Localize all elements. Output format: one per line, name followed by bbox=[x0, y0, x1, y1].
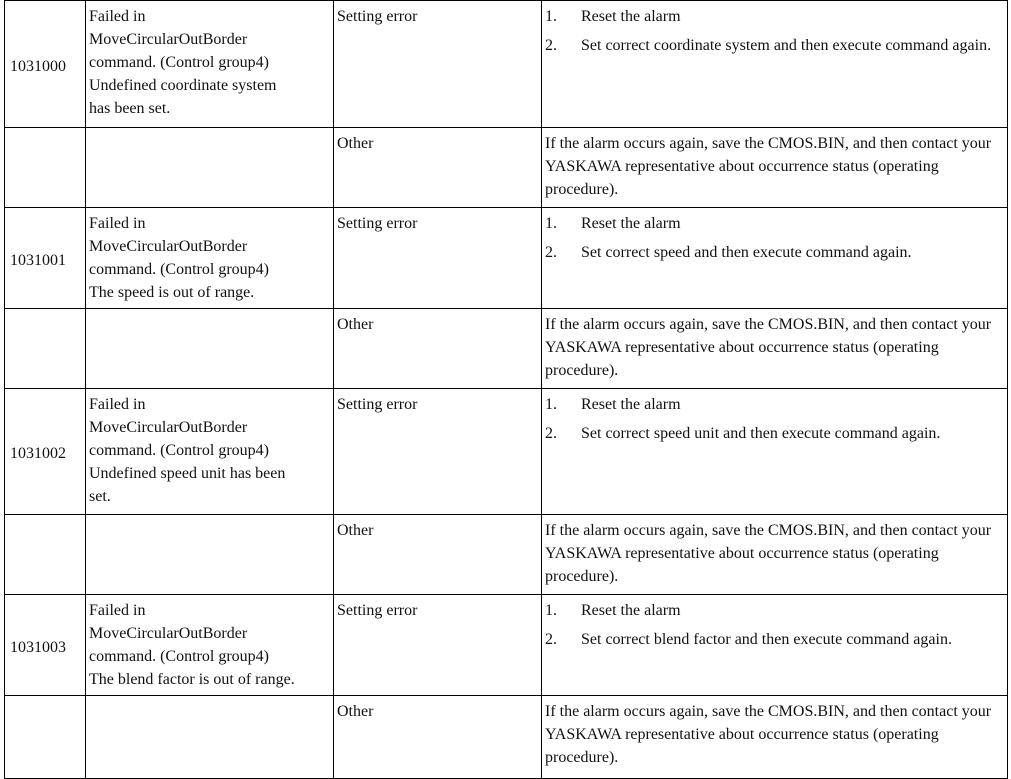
other-cause: Other bbox=[334, 515, 542, 595]
alarm-remedy bbox=[542, 208, 1008, 309]
step-text: Reset the alarm bbox=[581, 602, 681, 619]
step-number: 1. bbox=[545, 602, 557, 619]
alarm-row-other bbox=[5, 515, 1008, 595]
remedy-step bbox=[545, 212, 1004, 235]
step-text: Reset the alarm bbox=[581, 8, 681, 25]
alarm-message bbox=[86, 208, 334, 309]
alarm-row bbox=[5, 389, 1008, 515]
message-line: command. (Control group4) bbox=[89, 54, 269, 71]
step-text: Reset the alarm bbox=[581, 215, 681, 232]
alarm-message bbox=[86, 1, 334, 128]
other-remedy: If the alarm occurs again, save the CMOS.BIN, and then contact your YASKAWA representative about occurrence status (operating procedure). bbox=[542, 128, 1008, 208]
remedy-step bbox=[545, 393, 1004, 416]
message-line: Undefined speed unit has been bbox=[89, 465, 286, 482]
alarm-code: 1031003 bbox=[5, 595, 86, 696]
alarm-row bbox=[5, 595, 1008, 696]
remedy-steps bbox=[545, 599, 1004, 651]
alarm-remedy bbox=[542, 595, 1008, 696]
message-line: The blend factor is out of range. bbox=[89, 671, 295, 688]
alarm-message bbox=[86, 595, 334, 696]
alarm-message bbox=[86, 389, 334, 515]
step-number: 2. bbox=[545, 244, 557, 261]
message-line: The speed is out of range. bbox=[89, 284, 255, 301]
remedy-step bbox=[545, 422, 1004, 445]
other-remedy: If the alarm occurs again, save the CMOS.BIN, and then contact your YASKAWA representative about occurrence status (operating procedure). bbox=[542, 515, 1008, 595]
alarm-cause: Setting error bbox=[334, 389, 542, 515]
alarm-code: 1031001 bbox=[5, 208, 86, 309]
empty-cell bbox=[5, 696, 86, 779]
remedy-step bbox=[545, 5, 1004, 28]
step-number: 2. bbox=[545, 37, 557, 54]
message-line: MoveCircularOutBorder bbox=[89, 238, 248, 255]
message-line: Failed in bbox=[89, 215, 146, 232]
message-line: Failed in bbox=[89, 8, 146, 25]
empty-cell bbox=[86, 128, 334, 208]
message-line: command. (Control group4) bbox=[89, 442, 269, 459]
step-text: Set correct speed unit and then execute command again. bbox=[581, 425, 941, 442]
empty-cell bbox=[86, 696, 334, 779]
other-cause: Other bbox=[334, 128, 542, 208]
message-line: MoveCircularOutBorder bbox=[89, 419, 248, 436]
remedy-steps bbox=[545, 212, 1004, 264]
alarm-row bbox=[5, 208, 1008, 309]
alarm-cause: Setting error bbox=[334, 595, 542, 696]
alarm-row bbox=[5, 1, 1008, 128]
other-remedy: If the alarm occurs again, save the CMOS.BIN, and then contact your YASKAWA representative about occurrence status (operating procedure). bbox=[542, 309, 1008, 389]
message-line: Failed in bbox=[89, 602, 146, 619]
other-cause: Other bbox=[334, 309, 542, 389]
alarm-code: 1031000 bbox=[5, 1, 86, 128]
remedy-steps bbox=[545, 5, 1004, 57]
alarm-cause: Setting error bbox=[334, 208, 542, 309]
step-number: 1. bbox=[545, 215, 557, 232]
step-number: 1. bbox=[545, 396, 557, 413]
step-text: Set correct coordinate system and then execute command again. bbox=[581, 37, 992, 54]
step-text: Reset the alarm bbox=[581, 396, 681, 413]
remedy-step bbox=[545, 628, 1004, 651]
message-line: Undefined coordinate system bbox=[89, 77, 277, 94]
remedy-step bbox=[545, 599, 1004, 622]
message-line: set. bbox=[89, 488, 111, 505]
step-number: 2. bbox=[545, 425, 557, 442]
empty-cell bbox=[5, 309, 86, 389]
message-line: has been set. bbox=[89, 100, 171, 117]
alarm-row-other bbox=[5, 309, 1008, 389]
remedy-step bbox=[545, 241, 1004, 264]
empty-cell bbox=[5, 128, 86, 208]
step-text: Set correct speed and then execute command again. bbox=[581, 244, 912, 261]
message-line: command. (Control group4) bbox=[89, 648, 269, 665]
empty-cell bbox=[86, 515, 334, 595]
message-line: MoveCircularOutBorder bbox=[89, 625, 248, 642]
alarm-code: 1031002 bbox=[5, 389, 86, 515]
empty-cell bbox=[86, 309, 334, 389]
message-line: MoveCircularOutBorder bbox=[89, 31, 248, 48]
other-remedy: If the alarm occurs again, save the CMOS.BIN, and then contact your YASKAWA representative about occurrence status (operating procedure). bbox=[542, 696, 1008, 779]
alarm-remedy bbox=[542, 389, 1008, 515]
message-line: Failed in bbox=[89, 396, 146, 413]
alarm-row-other bbox=[5, 696, 1008, 779]
step-number: 1. bbox=[545, 8, 557, 25]
step-text: Set correct blend factor and then execute command again. bbox=[581, 631, 952, 648]
alarm-cause: Setting error bbox=[334, 1, 542, 128]
other-cause: Other bbox=[334, 696, 542, 779]
remedy-steps bbox=[545, 393, 1004, 445]
empty-cell bbox=[5, 515, 86, 595]
alarm-table bbox=[4, 0, 1008, 779]
step-number: 2. bbox=[545, 631, 557, 648]
alarm-row-other bbox=[5, 128, 1008, 208]
remedy-step bbox=[545, 34, 1004, 57]
alarm-remedy bbox=[542, 1, 1008, 128]
message-line: command. (Control group4) bbox=[89, 261, 269, 278]
